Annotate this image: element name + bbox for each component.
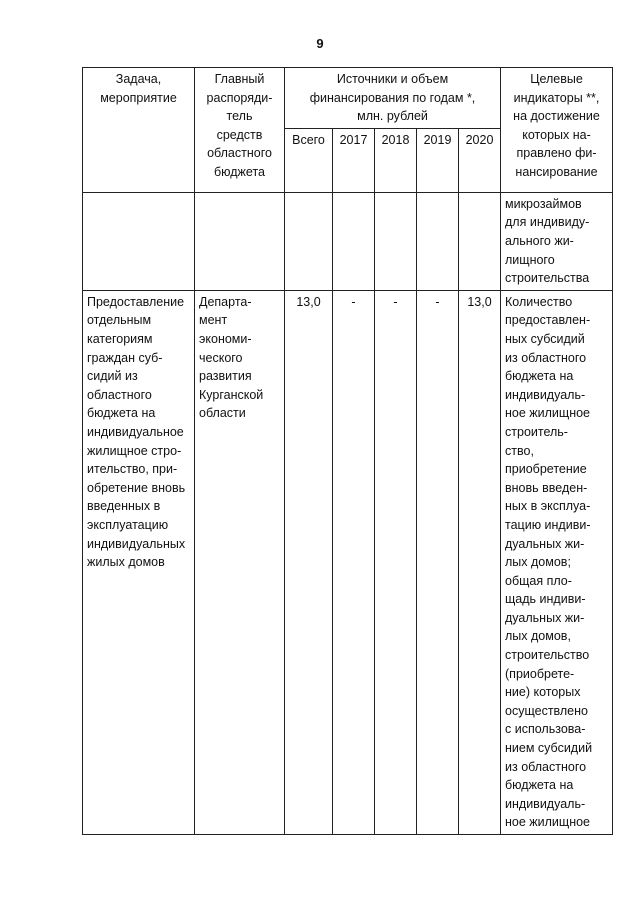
value-2017: - xyxy=(333,290,375,834)
table-row xyxy=(83,290,613,834)
header-task: Задача, мероприятие xyxy=(83,68,195,193)
cell-empty xyxy=(459,192,501,290)
task-cell: Предоставление отдельным категориям граждан суб- сидий из областного бюджета на индивидуальное жилищное стро- ительство, при- обретение вновь введенных в эксплуатацию индивидуальных жилых домов xyxy=(83,290,195,834)
cell-empty xyxy=(195,192,285,290)
value-2018: - xyxy=(375,290,417,834)
header-funding: Источники и объем финансирования по годам *, млн. рублей xyxy=(285,68,501,129)
header-row xyxy=(83,68,613,129)
indicator-cell: Количество предоставлен- ных субсидий из областного бюджета на индивидуаль- ное жилищное строитель- ство, приобретение вновь введен- ных в эксплуа- тацию индиви- дуальных жи- лых домов; общая пло- щадь индиви- дуальных жи- лых домов, строительство (приобрете- ние) которых осуществлено с использова- нием субсидий из областного бюджета на индивидуаль- ное жилищное xyxy=(501,290,613,834)
header-year-2020: 2020 xyxy=(459,128,501,192)
header-manager: Главный распоряди- тель средств областного бюджета xyxy=(195,68,285,193)
cell-empty xyxy=(375,192,417,290)
table-row-continuation xyxy=(83,192,613,290)
manager-cell: Департа- мент экономи- ческого развития Курганской области xyxy=(195,290,285,834)
header-year-2019: 2019 xyxy=(417,128,459,192)
page-number: 9 xyxy=(316,36,324,51)
value-2019: - xyxy=(417,290,459,834)
header-indicators: Целевые индикаторы **, на достижение которых на- правлено фи- нансирование xyxy=(501,68,613,193)
cell-empty xyxy=(285,192,333,290)
continuation-indicator: микрозаймов для индивиду- ального жи- лищного строительства xyxy=(501,192,613,290)
header-year-total: Всего xyxy=(285,128,333,192)
cell-empty xyxy=(333,192,375,290)
cell-empty xyxy=(417,192,459,290)
header-year-2018: 2018 xyxy=(375,128,417,192)
value-total: 13,0 xyxy=(285,290,333,834)
cell-empty xyxy=(83,192,195,290)
header-year-2017: 2017 xyxy=(333,128,375,192)
funding-table xyxy=(82,67,613,835)
value-2020: 13,0 xyxy=(459,290,501,834)
